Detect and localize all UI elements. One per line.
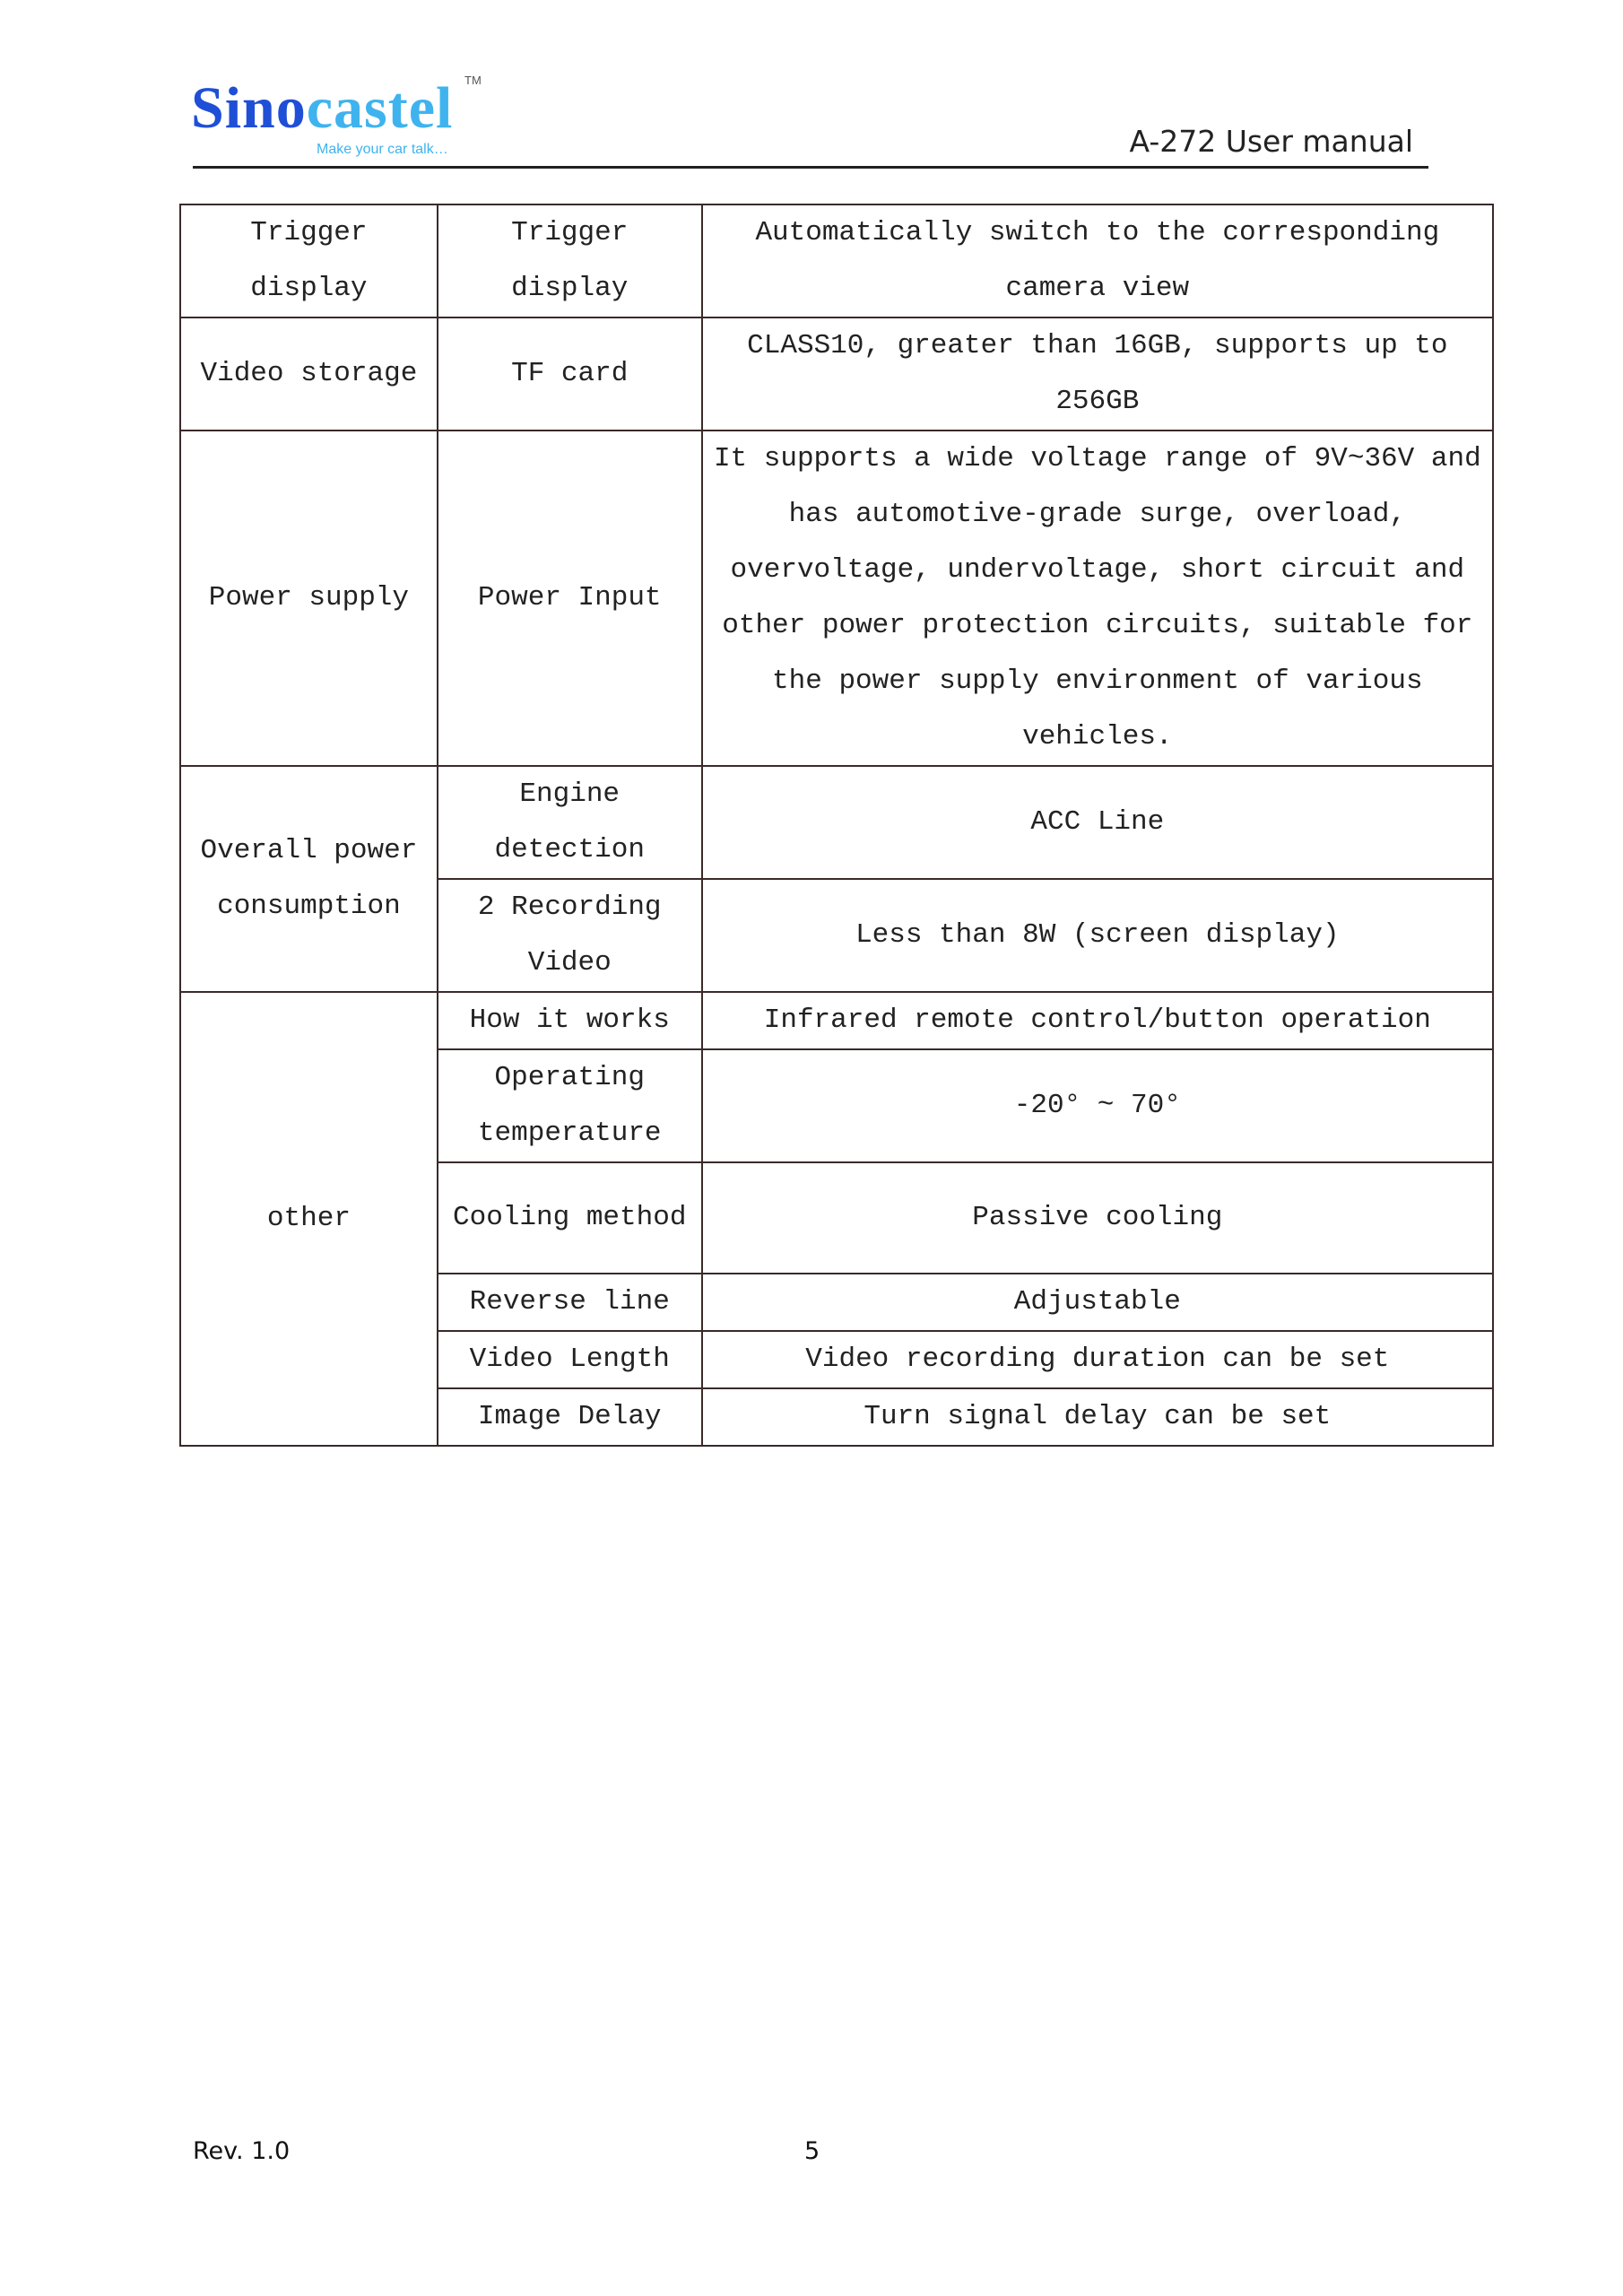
table-row [180, 992, 1493, 1049]
item-cell: Engine detection [438, 766, 702, 879]
header-divider [193, 166, 1428, 169]
item-cell: Trigger display [438, 204, 702, 317]
specifications-table [179, 204, 1494, 1447]
value-cell: Turn signal delay can be set [702, 1388, 1493, 1446]
logo-slogan: Make your car talk… [317, 142, 448, 157]
item-cell: Image Delay [438, 1388, 702, 1446]
category-cell: Overall power consumption [180, 766, 438, 992]
logo-text-castel: castel [306, 75, 454, 141]
category-cell: Power supply [180, 430, 438, 766]
value-cell: CLASS10, greater than 16GB, supports up to 256GB [702, 317, 1493, 430]
value-cell: Passive cooling [702, 1162, 1493, 1274]
value-cell: It supports a wide voltage range of 9V~36V and has automotive-grade surge, overload, overvoltage, undervoltage, short circuit and other power protection circuits, suitable for the power supply environment of various vehicles. [702, 430, 1493, 766]
item-cell: 2 Recording Video [438, 879, 702, 992]
table-row [180, 766, 1493, 879]
value-cell: Infrared remote control/button operation [702, 992, 1493, 1049]
table-row [180, 430, 1493, 766]
revision-label: Rev. 1.0 [193, 2137, 291, 2165]
item-cell: Power Input [438, 430, 702, 766]
category-cell: Video storage [180, 317, 438, 430]
table-row [180, 204, 1493, 317]
item-cell: Reverse line [438, 1274, 702, 1331]
logo-text-sino: Sino [191, 75, 307, 141]
item-cell: TF card [438, 317, 702, 430]
sinocastel-logo [191, 74, 482, 157]
value-cell: Video recording duration can be set [702, 1331, 1493, 1388]
item-cell: Cooling method [438, 1162, 702, 1274]
table-row [180, 317, 1493, 430]
value-cell: Automatically switch to the corresponding camera view [702, 204, 1493, 317]
value-cell: ACC Line [702, 766, 1493, 879]
value-cell: Less than 8W (screen display) [702, 879, 1493, 992]
document-title: A-272 User manual [1129, 124, 1413, 159]
page-number: 5 [804, 2137, 820, 2165]
category-cell: other [180, 992, 438, 1446]
value-cell: -20° ~ 70° [702, 1049, 1493, 1162]
trademark-mark: TM [464, 74, 482, 87]
item-cell: Video Length [438, 1331, 702, 1388]
item-cell: Operating temperature [438, 1049, 702, 1162]
item-cell: How it works [438, 992, 702, 1049]
value-cell: Adjustable [702, 1274, 1493, 1331]
category-cell: Trigger display [180, 204, 438, 317]
